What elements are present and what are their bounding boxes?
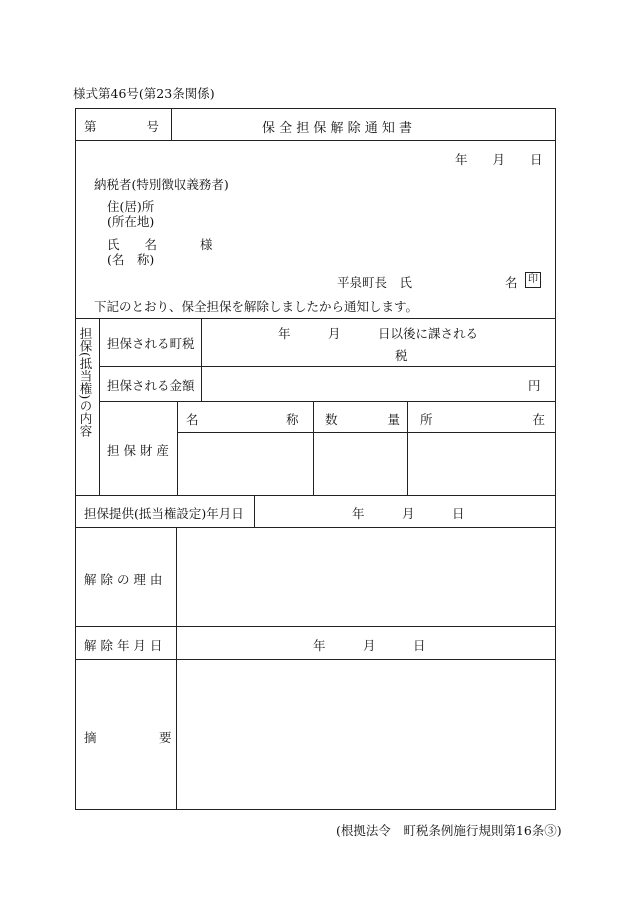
tax-label: 担保される町税 xyxy=(107,336,195,351)
notice-date: 年 月 日 xyxy=(455,152,543,167)
issuer-name-label: 名 xyxy=(505,275,518,290)
tax-text-line2: 税 xyxy=(395,348,408,363)
number-label: 第 号 xyxy=(84,119,160,134)
provision-label: 担保提供(抵当権設定)年月日 xyxy=(84,506,244,521)
reason-label: 解 除 の 理 由 xyxy=(84,572,163,587)
name-suffix: 様 xyxy=(200,237,213,252)
amount-label: 担保される金額 xyxy=(107,378,195,393)
seal-mark: 印 xyxy=(525,272,541,288)
name-sub-label: (名 称) xyxy=(107,252,155,267)
address-label: 住(居)所 xyxy=(107,199,155,214)
column-location-header: 所 在 xyxy=(420,412,546,427)
form-reference: 様式第46号(第23条関係) xyxy=(73,86,215,101)
address-sub-label: (所在地) xyxy=(107,214,155,229)
release-date-value: 年 月 日 xyxy=(313,638,426,653)
notice-body: 下記のとおり、保全担保を解除しましたから通知します。 xyxy=(94,299,419,314)
column-quantity-header: 数 量 xyxy=(325,412,401,427)
provision-date: 年 月 日 xyxy=(352,506,465,521)
column-name-header: 名 称 xyxy=(186,412,299,427)
taxpayer-label: 納税者(特別徴収義務者) xyxy=(94,177,229,192)
legal-basis-footer: (根拠法令 町税条例施行規則第16条③) xyxy=(336,823,562,838)
form-title: 保 全 担 保 解 除 通 知 書 xyxy=(262,121,413,136)
release-date-label: 解 除 年 月 日 xyxy=(84,638,163,653)
name-label: 氏 名 xyxy=(107,237,158,252)
amount-unit: 円 xyxy=(528,378,541,393)
issuer-label: 平泉町長 氏 xyxy=(337,275,413,290)
collateral-side-label: 担保(抵当権)の内容 xyxy=(78,327,93,437)
remarks-label: 摘 要 xyxy=(84,730,172,745)
property-label: 担 保 財 産 xyxy=(107,443,169,458)
tax-text-line1: 年 月 日以後に課される xyxy=(278,326,479,341)
